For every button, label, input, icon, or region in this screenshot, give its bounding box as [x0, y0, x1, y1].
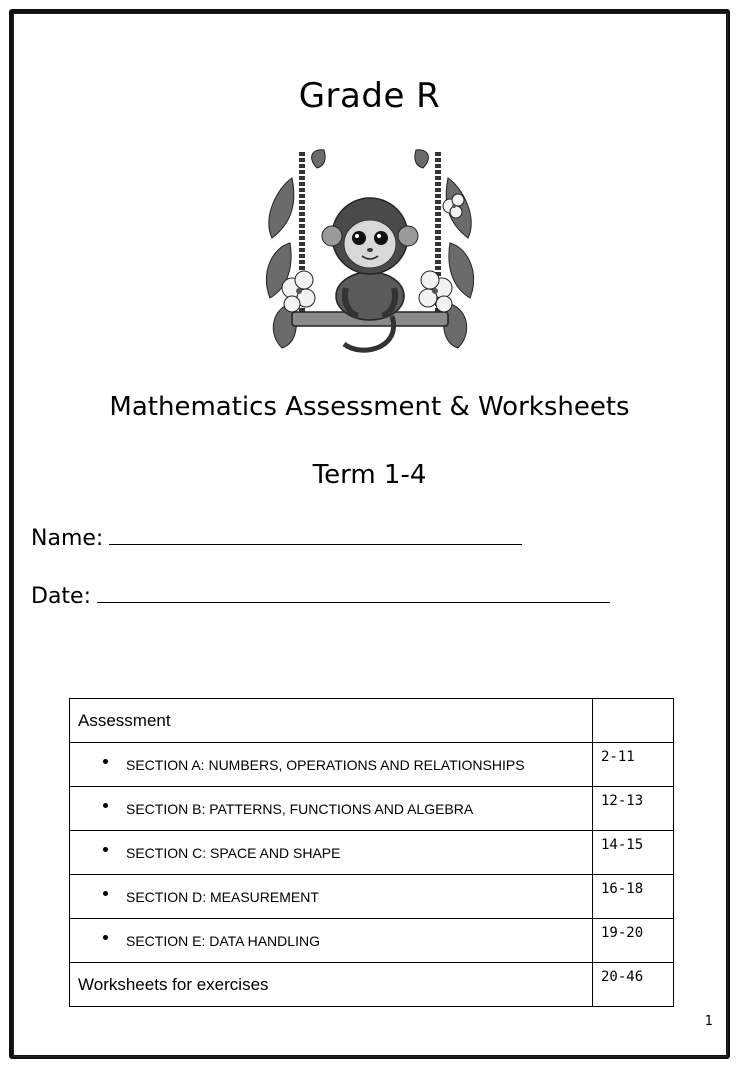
- bullet-icon: [103, 891, 108, 896]
- bullet-icon: [103, 759, 108, 764]
- section-d: [70, 875, 593, 919]
- page-number: 1: [704, 1014, 713, 1029]
- table-row: [70, 743, 674, 787]
- date-field[interactable]: [31, 584, 610, 609]
- bullet-icon: [103, 803, 108, 808]
- assessment-pages: [593, 699, 674, 743]
- section-pages: 12-13: [593, 787, 674, 831]
- section-c: [70, 831, 593, 875]
- contents-table: [69, 698, 674, 1007]
- section-pages: 14-15: [593, 831, 674, 875]
- worksheets-heading: Worksheets for exercises: [70, 963, 593, 1007]
- section-label: SECTION D: MEASUREMENT: [126, 888, 319, 905]
- table-row: [70, 875, 674, 919]
- section-label: SECTION E: DATA HANDLING: [126, 932, 320, 949]
- bullet-icon: [103, 847, 108, 852]
- table-row: [70, 963, 674, 1007]
- page-title: Grade R: [298, 76, 441, 116]
- name-field[interactable]: [31, 526, 522, 551]
- document-subtitle: Mathematics Assessment & Worksheets: [109, 392, 630, 422]
- section-a: [70, 743, 593, 787]
- table-row: [70, 699, 674, 743]
- section-label: SECTION C: SPACE AND SHAPE: [126, 844, 341, 861]
- monkey-swing-illustration: [262, 148, 478, 364]
- date-line[interactable]: [97, 584, 610, 603]
- table-row: [70, 831, 674, 875]
- section-e: [70, 919, 593, 963]
- bullet-icon: [103, 935, 108, 940]
- section-label: SECTION A: NUMBERS, OPERATIONS AND RELATIONSHIPS: [126, 756, 525, 773]
- name-label: Name:: [31, 526, 104, 551]
- section-pages: 16-18: [593, 875, 674, 919]
- name-line[interactable]: [109, 526, 522, 545]
- table-row: [70, 787, 674, 831]
- term-label: Term 1-4: [312, 460, 427, 490]
- table-row: [70, 919, 674, 963]
- assessment-heading: Assessment: [70, 699, 593, 743]
- section-pages: 19-20: [593, 919, 674, 963]
- worksheets-pages: 20-46: [593, 963, 674, 1007]
- section-label: SECTION B: PATTERNS, FUNCTIONS AND ALGEBRA: [126, 800, 474, 817]
- section-b: [70, 787, 593, 831]
- date-label: Date:: [31, 584, 91, 609]
- section-pages: 2-11: [593, 743, 674, 787]
